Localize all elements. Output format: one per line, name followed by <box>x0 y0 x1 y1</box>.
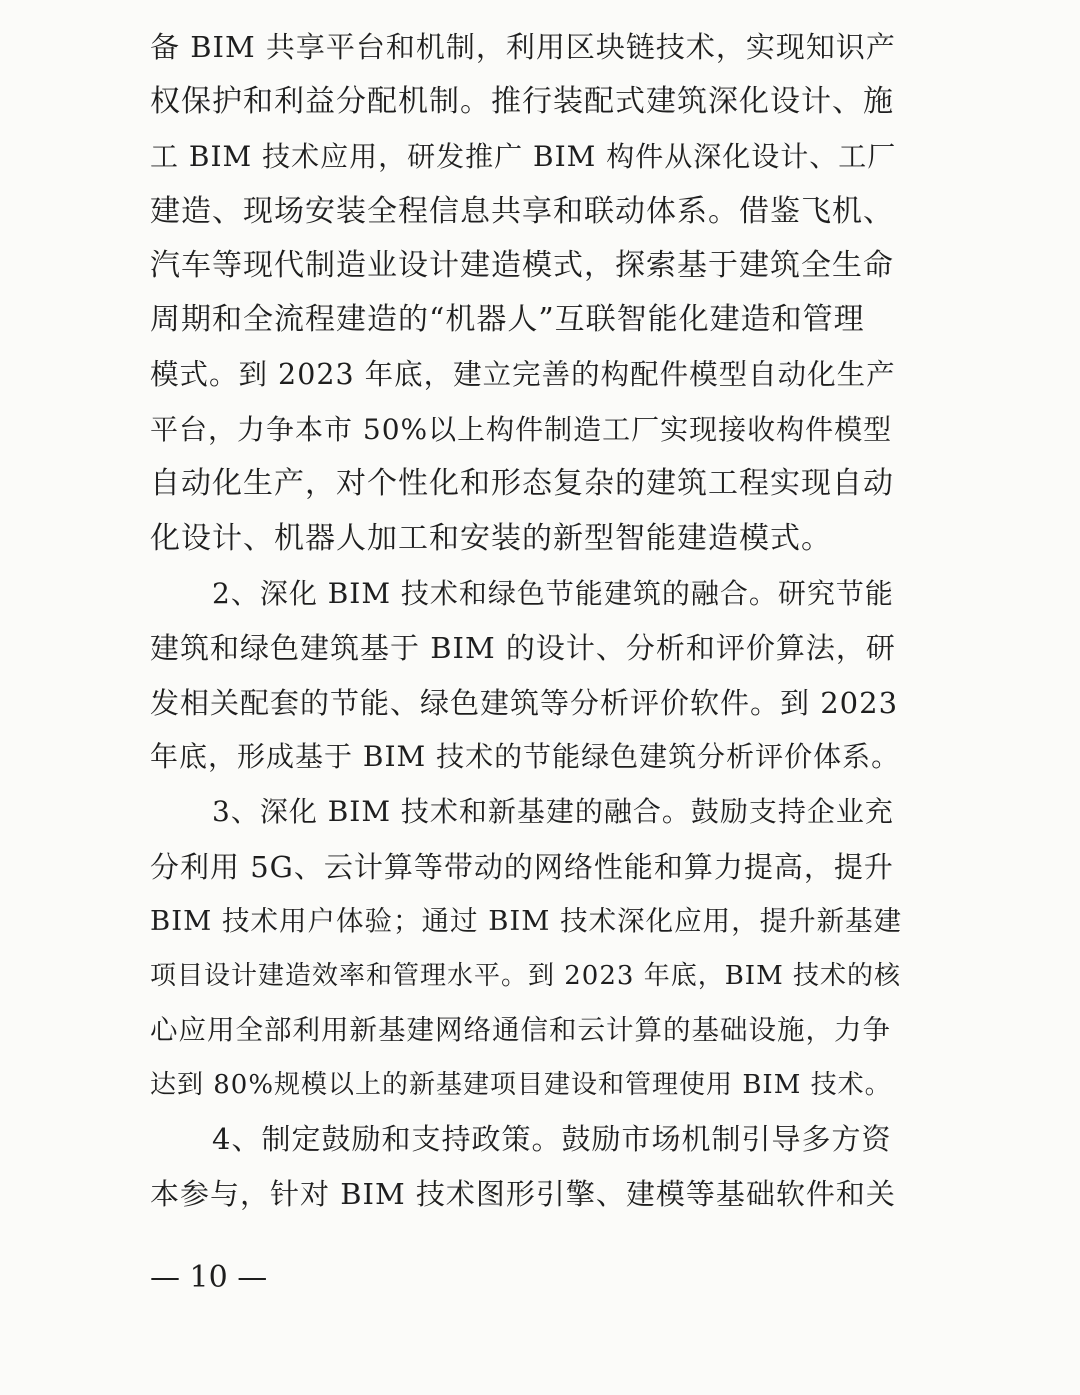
text-line: 建筑和绿色建筑基于 BIM 的设计、分析和评价算法，研 <box>150 631 896 665</box>
text-line: 4、制定鼓励和支持政策。鼓励市场机制引导多方资 <box>212 1122 892 1156</box>
text-line: BIM 技术用户体验；通过 BIM 技术深化应用，提升新基建 <box>150 905 903 937</box>
text-line: 项目设计建造效率和管理水平。到 2023 年底，BIM 技术的核 <box>150 961 901 991</box>
page-number: — 10 — <box>150 1260 268 1295</box>
text-line: 本参与，针对 BIM 技术图形引擎、建模等基础软件和关 <box>150 1177 896 1211</box>
text-line: 发相关配套的节能、绿色建筑等分析评价软件。到 2023 <box>150 686 899 720</box>
text-line: 2、深化 BIM 技术和绿色节能建筑的融合。研究节能 <box>212 577 894 610</box>
text-line: 自动化生产，对个性化和形态复杂的建筑工程实现自动 <box>150 466 894 501</box>
text-line: 年底，形成基于 BIM 技术的节能绿色建筑分析评价体系。 <box>150 740 901 773</box>
text-line: 模式。到 2023 年底，建立完善的构配件模型自动化生产 <box>150 358 896 391</box>
text-line: 达到 80%规模以上的新基建项目建设和管理使用 BIM 技术。 <box>150 1070 892 1100</box>
text-line: 分利用 5G、云计算等带动的网络性能和算力提高，提升 <box>150 850 894 884</box>
text-line: 权保护和利益分配机制。推行装配式建筑深化设计、施 <box>150 84 894 119</box>
text-line: 3、深化 BIM 技术和新基建的融合。鼓励支持企业充 <box>212 795 894 828</box>
text-line: 平台，力争本市 50%以上构件制造工厂实现接收构件模型 <box>150 413 893 446</box>
text-line: 工 BIM 技术应用，研发推广 BIM 构件从深化设计、工厂 <box>150 140 897 173</box>
text-line: 建造、现场安装全程信息共享和联动体系。借鉴飞机、 <box>150 194 894 229</box>
text-line: 周期和全流程建造的“机器人”互联智能化建造和管理 <box>150 302 865 337</box>
text-line: 汽车等现代制造业设计建造模式，探索基于建筑全生命 <box>150 248 894 283</box>
text-line: 化设计、机器人加工和安装的新型智能建造模式。 <box>150 521 832 556</box>
text-line: 心应用全部利用新基建网络通信和云计算的基础设施，力争 <box>150 1014 891 1046</box>
text-line: 备 BIM 共享平台和机制，利用区块链技术，实现知识产 <box>150 30 896 64</box>
